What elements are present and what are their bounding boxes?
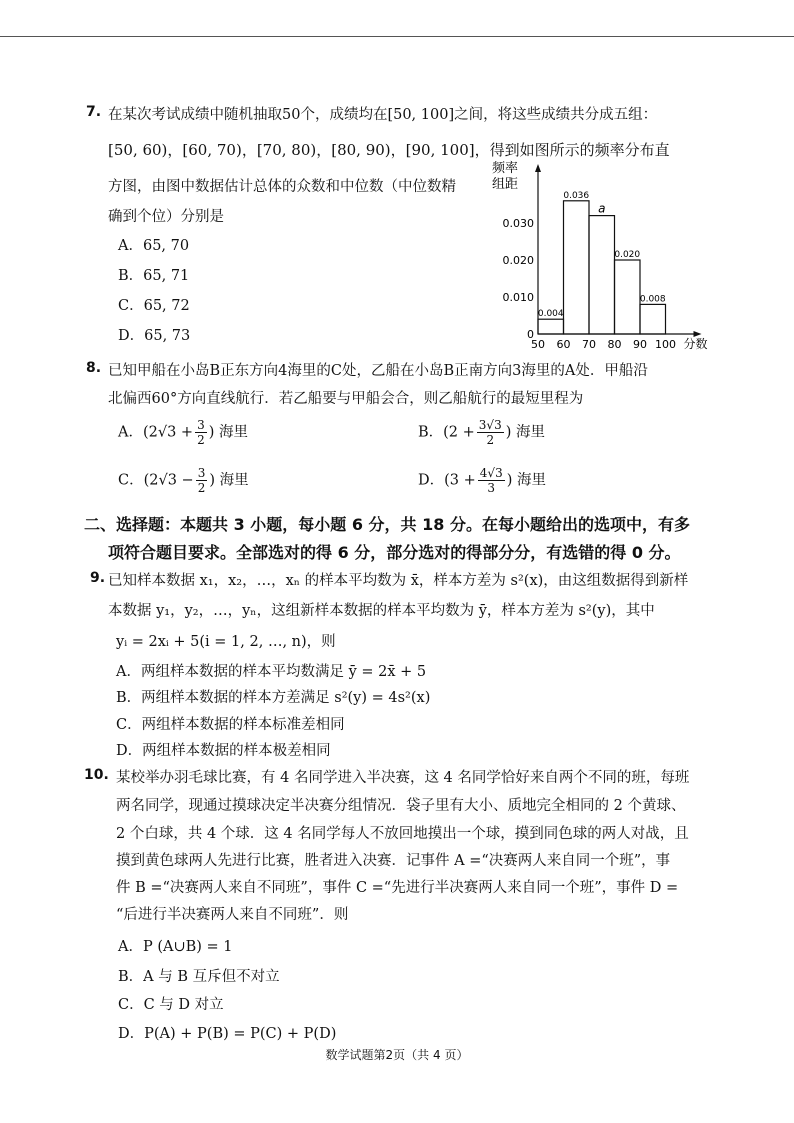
- question-10-option-a: A．P (A∪B) = 1: [118, 939, 233, 955]
- question-10-line-5: 件 B =“决赛两人来自不同班”，事件 C =“先进行半决赛两人来自同一个班”，事件 D =: [116, 880, 679, 896]
- question-9-option-d: D．两组样本数据的样本极差相同: [116, 743, 331, 759]
- question-10-option-c: C．C 与 D 对立: [118, 997, 224, 1013]
- question-10-number: 10.: [84, 767, 109, 783]
- question-7-line-1: 在某次考试成绩中随机抽取50个，成绩均在[50, 100]之间，将这些成绩共分成五组：: [108, 107, 658, 123]
- y-tick-label: 0.030: [502, 217, 534, 230]
- histogram-bar: [538, 319, 564, 334]
- question-7-option-a: A．65, 70: [118, 238, 190, 254]
- question-9-option-c: C．两组样本数据的样本标准差相同: [116, 717, 345, 733]
- y-axis-arrow: [535, 164, 541, 172]
- question-10-line-6: “后进行半决赛两人来自不同班”．则: [116, 907, 349, 923]
- bar-value-label: 0.020: [614, 250, 641, 260]
- question-9-option-a: A．两组样本数据的样本平均数满足 ȳ = 2x̄ + 5: [116, 664, 427, 680]
- histogram-bar: [564, 201, 590, 334]
- y-tick-label: 0.020: [502, 254, 534, 267]
- bar-value-label: 0.004: [537, 309, 564, 320]
- frequency-histogram: [488, 158, 718, 350]
- question-7-number: 7.: [86, 104, 102, 120]
- question-9-number: 9.: [90, 570, 106, 586]
- section-2-header-line-2: 项符合题目要求。全部选对的得 6 分，部分选对的得部分分，有选错的得 0 分。: [108, 543, 681, 562]
- question-7-line-2: [50, 60)，[60, 70)，[70, 80)，[80, 90)，[90, 100]，得到如图所示的频率分布直: [108, 141, 670, 159]
- section-2-header-line-1: 二、选择题：本题共 3 小题，每小题 6 分，共 18 分。在每小题给出的选项中，有多: [84, 515, 690, 534]
- y-axis-title-bottom: 组距: [492, 177, 519, 192]
- question-8-option-d: D．(3 + $\frac{4√3}{3}$ ) 海里: [418, 466, 546, 495]
- page-footer: 数学试题第2页（共 4 页）: [325, 1048, 469, 1062]
- page-top-rule: [0, 36, 794, 37]
- question-9-line-2: 本数据 y₁，y₂，…，yₙ，这组新样本数据的样本平均数为 ȳ，样本方差为 s²(y)，其中: [108, 603, 655, 619]
- question-10-option-d: D．P(A) + P(B) = P(C) + P(D): [118, 1026, 337, 1042]
- question-9-line-3: yᵢ = 2xᵢ + 5(i = 1, 2, …, n)，则: [116, 634, 336, 650]
- question-8-option-c: C．(2√3 − $\frac{3}{2}$ ) 海里: [118, 466, 249, 495]
- x-tick-label: 80: [607, 338, 622, 350]
- y-tick-label: 0.010: [502, 291, 534, 304]
- histogram-labels: [492, 160, 708, 350]
- x-tick-label: 70: [582, 338, 596, 350]
- y-tick-label: 0: [527, 328, 534, 341]
- question-10-line-1: 某校举办羽毛球比赛，有 4 名同学进入半决赛，这 4 名同学恰好来自两个不同的班，每班: [116, 770, 690, 786]
- x-tick-label: 60: [556, 338, 571, 350]
- question-7-option-c: C．65, 72: [118, 298, 190, 314]
- question-8-option-a: A．(2√3 + $\frac{3}{2}$ ) 海里: [118, 418, 248, 447]
- bar-value-label: 0.036: [563, 190, 590, 201]
- question-8-number: 8.: [86, 360, 102, 376]
- question-7-option-d: D．65, 73: [118, 328, 191, 344]
- y-axis-title-top: 频率: [492, 161, 519, 176]
- x-tick-label: 50: [531, 338, 545, 350]
- bar-value-label: 0.008: [639, 294, 666, 305]
- question-7-option-b: B．65, 71: [118, 268, 190, 284]
- question-9-option-b: B．两组样本数据的样本方差满足 s²(y) = 4s²(x): [116, 690, 431, 706]
- question-10-line-3: 2 个白球，共 4 个球．这 4 名同学每人不放回地摸出一个球，摸到同色球的两人对战，且: [116, 826, 689, 842]
- question-10-option-b: B．A 与 B 互斥但不对立: [118, 969, 280, 985]
- question-8-line-2: 北偏西60°方向直线航行．若乙船要与甲船会合，则乙船航行的最短里程为: [108, 391, 584, 407]
- question-9-line-1: 已知样本数据 x₁，x₂，…，xₙ 的样本平均数为 x̄，样本方差为 s²(x)，由这组数据得到新样: [108, 573, 689, 589]
- bar-value-label: a: [598, 201, 606, 216]
- question-7-line-4: 确到个位）分别是: [108, 209, 224, 225]
- histogram-bar: [640, 304, 666, 334]
- histogram-bar: [615, 260, 641, 334]
- question-10-line-4: 摸到黄色球两人先进行比赛，胜者进入决赛．记事件 A =“决赛两人来自同一个班”，事: [116, 853, 671, 869]
- question-8-line-1: 已知甲船在小岛B正东方向4海里的C处，乙船在小岛B正南方向3海里的A处．甲船沿: [108, 363, 648, 379]
- x-axis-title: 分数: [683, 337, 708, 350]
- question-8-option-b: B．(2 + $\frac{3√3}{2}$ ) 海里: [418, 418, 545, 447]
- x-tick-label: 90: [633, 338, 647, 350]
- x-tick-label: 100: [655, 338, 676, 350]
- histogram-bar: [589, 216, 615, 334]
- question-7-line-3: 方图，由图中数据估计总体的众数和中位数（中位数精: [108, 179, 456, 195]
- question-10-line-2: 两名同学，现通过摸球决定半决赛分组情况．袋子里有大小、质地完全相同的 2 个黄球、: [116, 798, 686, 814]
